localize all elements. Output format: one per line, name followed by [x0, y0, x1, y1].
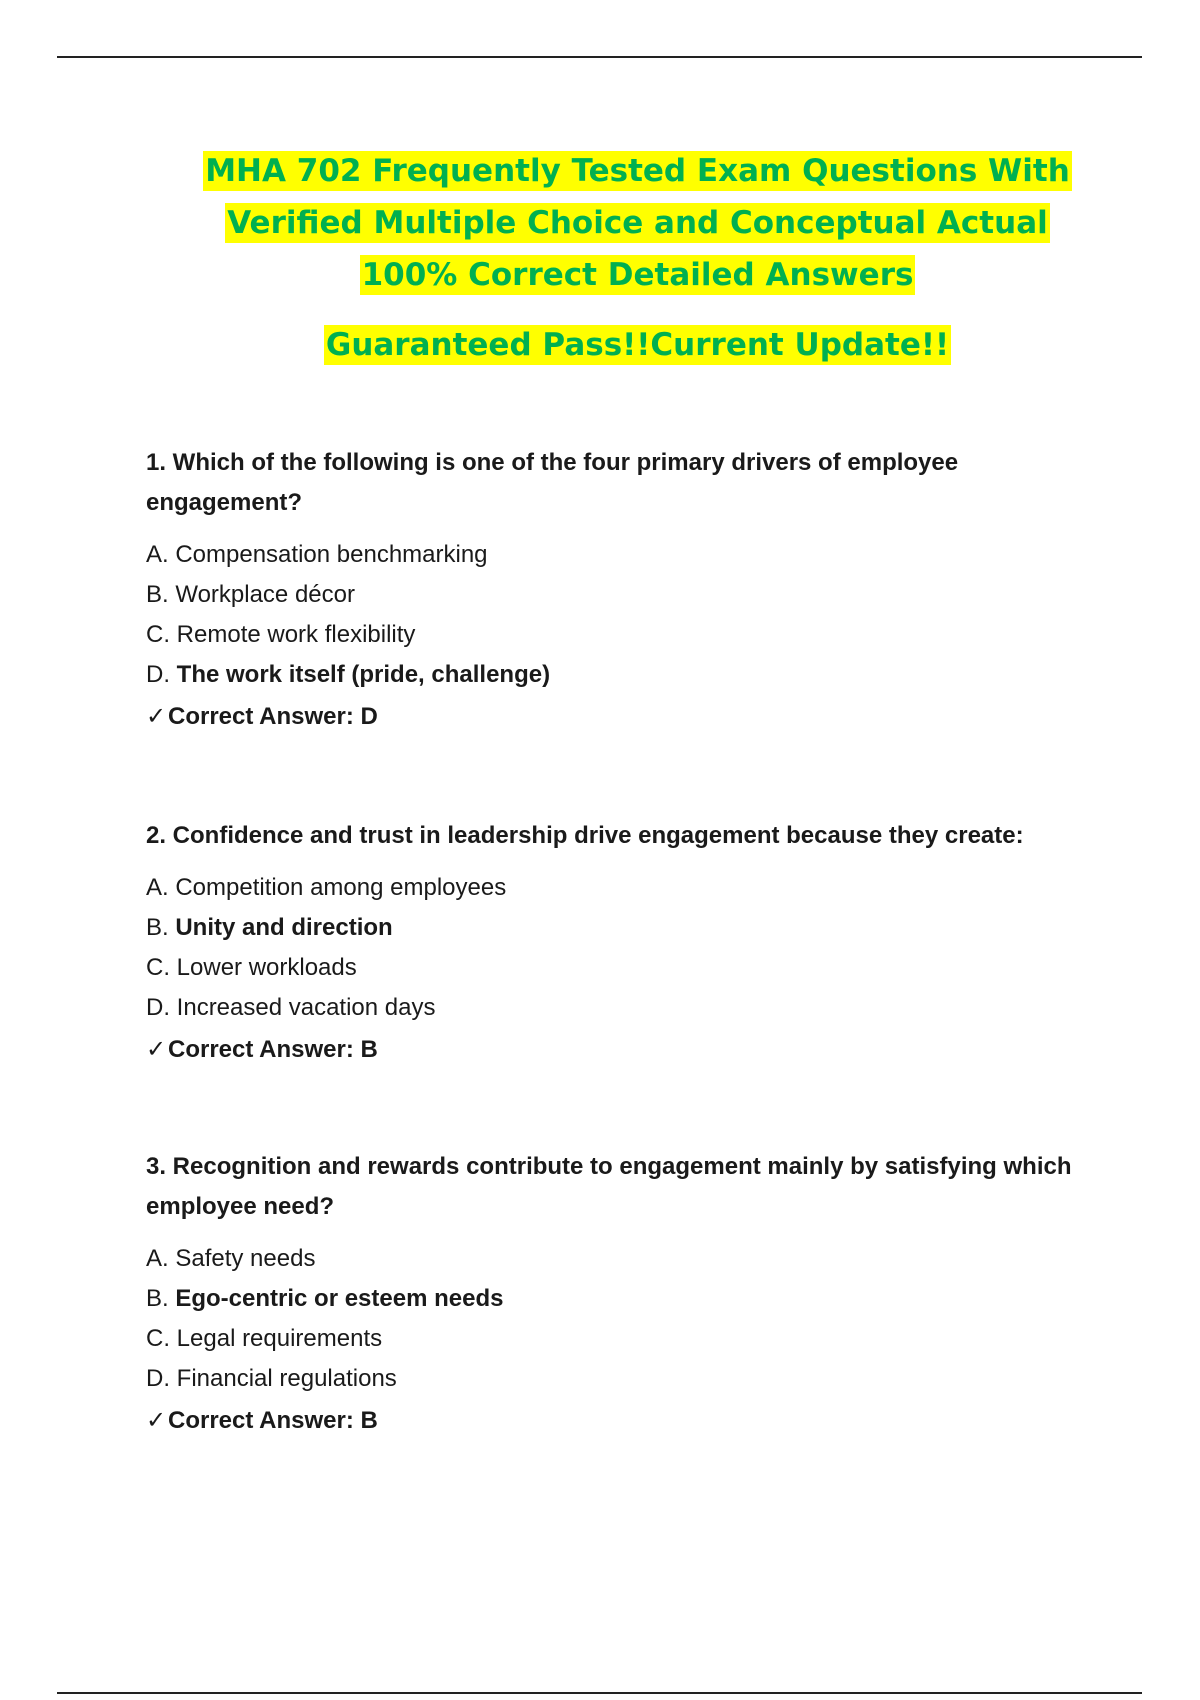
correct-answer: [146, 1028, 1076, 1072]
option-letter: D.: [146, 1365, 177, 1392]
question-text: 3. Recognition and rewards contribute to engagement mainly by satisfying which employee need?: [146, 1153, 1072, 1220]
option-text-correct: The work itself (pride, challenge): [176, 661, 551, 688]
correct-answer-text: Correct Answer: D: [168, 703, 378, 730]
question-block-1: [146, 443, 1076, 739]
option-text: Competition among employees: [175, 874, 507, 901]
document-title: [0, 145, 1200, 371]
option-b: [146, 1279, 1076, 1319]
option-text: Increased vacation days: [176, 994, 436, 1021]
option-d: [146, 988, 1076, 1028]
option-d: [146, 655, 1076, 695]
option-letter: B.: [146, 914, 176, 941]
option-text: Safety needs: [175, 1245, 316, 1272]
option-a: [146, 535, 1076, 575]
title-line-text: 100% Correct Detailed Answers: [361, 257, 914, 293]
option-letter: D.: [146, 994, 177, 1021]
checkmark-icon: ✓: [146, 1036, 167, 1063]
option-a: [146, 1239, 1076, 1279]
option-text-correct: Unity and direction: [175, 914, 393, 941]
title-subtitle: [0, 319, 1200, 371]
question-text: 1. Which of the following is one of the four primary drivers of employee engagement?: [146, 449, 959, 516]
option-text-correct: Ego-centric or esteem needs: [175, 1285, 504, 1312]
correct-answer-text: Correct Answer: B: [168, 1036, 378, 1063]
title-line: [0, 197, 1200, 249]
checkmark-icon: ✓: [146, 1407, 167, 1434]
option-letter: A.: [146, 874, 176, 901]
correct-answer: [146, 695, 1076, 739]
option-b: [146, 575, 1076, 615]
option-text: Remote work flexibility: [176, 621, 416, 648]
question-text: 2. Confidence and trust in leadership drive engagement because they create:: [146, 822, 1024, 849]
option-b: [146, 908, 1076, 948]
option-letter: B.: [146, 581, 176, 608]
checkmark-icon: ✓: [146, 703, 167, 730]
option-text: Compensation benchmarking: [175, 541, 488, 568]
option-text: Legal requirements: [176, 1325, 383, 1352]
option-letter: C.: [146, 954, 177, 981]
bottom-rule: [57, 1692, 1142, 1694]
option-letter: C.: [146, 1325, 177, 1352]
correct-answer: [146, 1399, 1076, 1443]
correct-answer-text: Correct Answer: B: [168, 1407, 378, 1434]
option-letter: B.: [146, 1285, 176, 1312]
option-c: [146, 948, 1076, 988]
question-block-2: [146, 816, 1076, 1072]
option-c: [146, 615, 1076, 655]
title-line: [0, 249, 1200, 301]
title-line: [0, 145, 1200, 197]
question-block-3: [146, 1147, 1076, 1443]
option-a: [146, 868, 1076, 908]
option-letter: C.: [146, 621, 177, 648]
option-d: [146, 1359, 1076, 1399]
option-letter: A.: [146, 541, 176, 568]
option-letter: A.: [146, 1245, 176, 1272]
option-c: [146, 1319, 1076, 1359]
option-letter: D.: [146, 661, 177, 688]
top-rule: [57, 56, 1142, 58]
option-text: Lower workloads: [176, 954, 357, 981]
title-line-text: Verified Multiple Choice and Conceptual Actual: [227, 205, 1048, 241]
option-text: Workplace décor: [175, 581, 355, 608]
option-text: Financial regulations: [176, 1365, 397, 1392]
title-line-text: MHA 702 Frequently Tested Exam Questions With: [205, 153, 1070, 189]
title-subtitle-text: Guaranteed Pass!!Current Update!!: [325, 327, 950, 363]
